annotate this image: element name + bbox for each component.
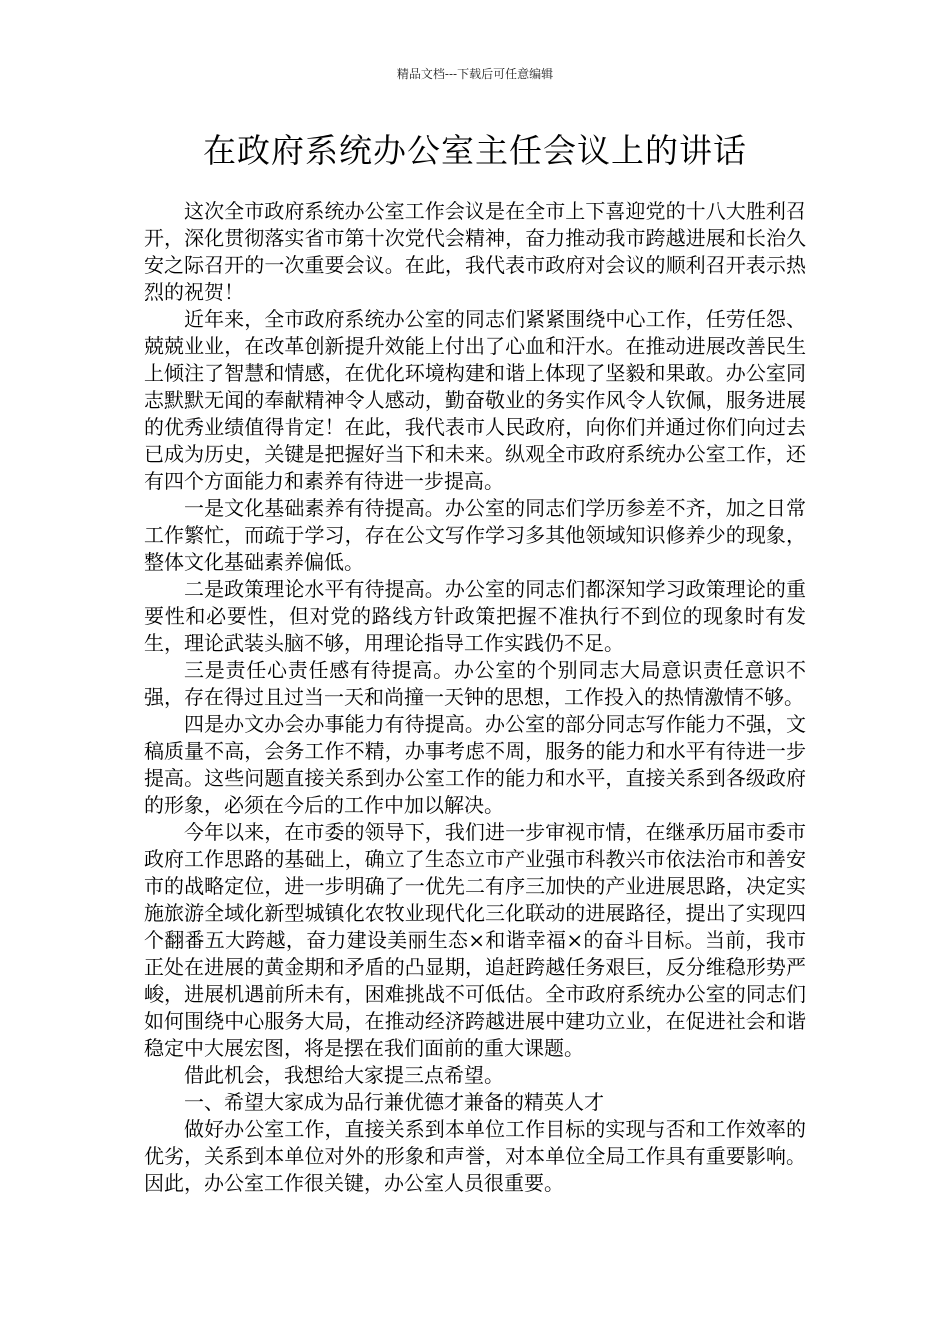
paragraph-hopes-intro: 借此机会，我想给大家提三点希望。 — [184, 1063, 504, 1087]
paragraph-point-two: 二是政策理论水平有待提高。办公室的同志们都深知学习政策理论的重要性和必要性，但对党的路线方针政策把握不准执行不到位的现象时有发生，理论武装头脑不够，用理论指导工作实践仍不足。 — [144, 577, 806, 655]
document-body — [144, 198, 806, 1197]
header-note: 精品文档---下载后可任意编辑 — [396, 67, 554, 81]
paragraph-point-four: 四是办文办会办事能力有待提高。办公室的部分同志写作能力不强，文稿质量不高，会务工作不精，办事考虑不周，服务的能力和水平有待进一步提高。这些问题直接关系到办公室工作的能力和水平，直接关系到各级政府的形象，必须在今后的工作中加以解决。 — [144, 712, 806, 817]
paragraph-this-year: 今年以来，在市委的领导下，我们进一步审视市情，在继承历届市委市政府工作思路的基础上，确立了生态立市产业强市科教兴市依法治市和善安市的战略定位，进一步明确了一优先二有序三加快的产业进展思路，决定实施旅游全域化新型城镇化农牧业现代化三化联动的进展路径，提出了实现四个翻番五大跨越，奋力建设美丽生态×和谐幸福×的奋斗目标。当前，我市正处在进展的黄金期和矛盾的凸显期，追赶跨越任务艰巨，反分维稳形势严峻，进展机遇前所未有，困难挑战不可低估。全市政府系统办公室的同志们如何围绕中心服务大局，在推动经济跨越进展中建功立业，在促进社会和谐稳定中大展宏图，将是摆在我们面前的重大课题。 — [144, 820, 806, 1060]
section-heading-one: 一、希望大家成为品行兼优德才兼备的精英人才 — [184, 1090, 604, 1114]
document-title: 在政府系统办公室主任会议上的讲话 — [203, 131, 747, 170]
paragraph-point-three: 三是责任心责任感有待提高。办公室的个别同志大局意识责任意识不强，存在得过且过当一天和尚撞一天钟的思想，工作投入的热情激情不够。 — [144, 658, 806, 709]
paragraph-office-work: 做好办公室工作，直接关系到本单位工作目标的实现与否和工作效率的优劣，关系到本单位对外的形象和声誉，对本单位全局工作具有重要影响。因此，办公室工作很关键，办公室人员很重要。 — [144, 1117, 806, 1195]
paragraph-point-one: 一是文化基础素养有待提高。办公室的同志们学历参差不齐，加之日常工作繁忙，而疏于学习，存在公文写作学习多其他领域知识修养少的现象，整体文化基础素养偏低。 — [144, 496, 806, 574]
paragraph-opening: 这次全市政府系统办公室工作会议是在全市上下喜迎党的十八大胜利召开，深化贯彻落实省市第十次党代会精神，奋力推动我市跨越进展和长治久安之际召开的一次重要会议。在此，我代表市政府对会议的顺利召开表示热烈的祝贺！ — [144, 199, 806, 304]
paragraph-achievements: 近年来，全市政府系统办公室的同志们紧紧围绕中心工作，任劳任怨、兢兢业业，在改革创新提升效能上付出了心血和汗水。在推动进展改善民生上倾注了智慧和情感，在优化环境构建和谐上体现了坚毅和果敢。办公室同志默默无闻的奉献精神令人感动，勤奋敬业的务实作风令人钦佩，服务进展的优秀业绩值得肯定！在此，我代表市人民政府，向你们并通过你们向过去已成为历史，关键是把握好当下和未来。纵观全市政府系统办公室工作，还有四个方面能力和素养有待进一步提高。 — [144, 307, 806, 493]
